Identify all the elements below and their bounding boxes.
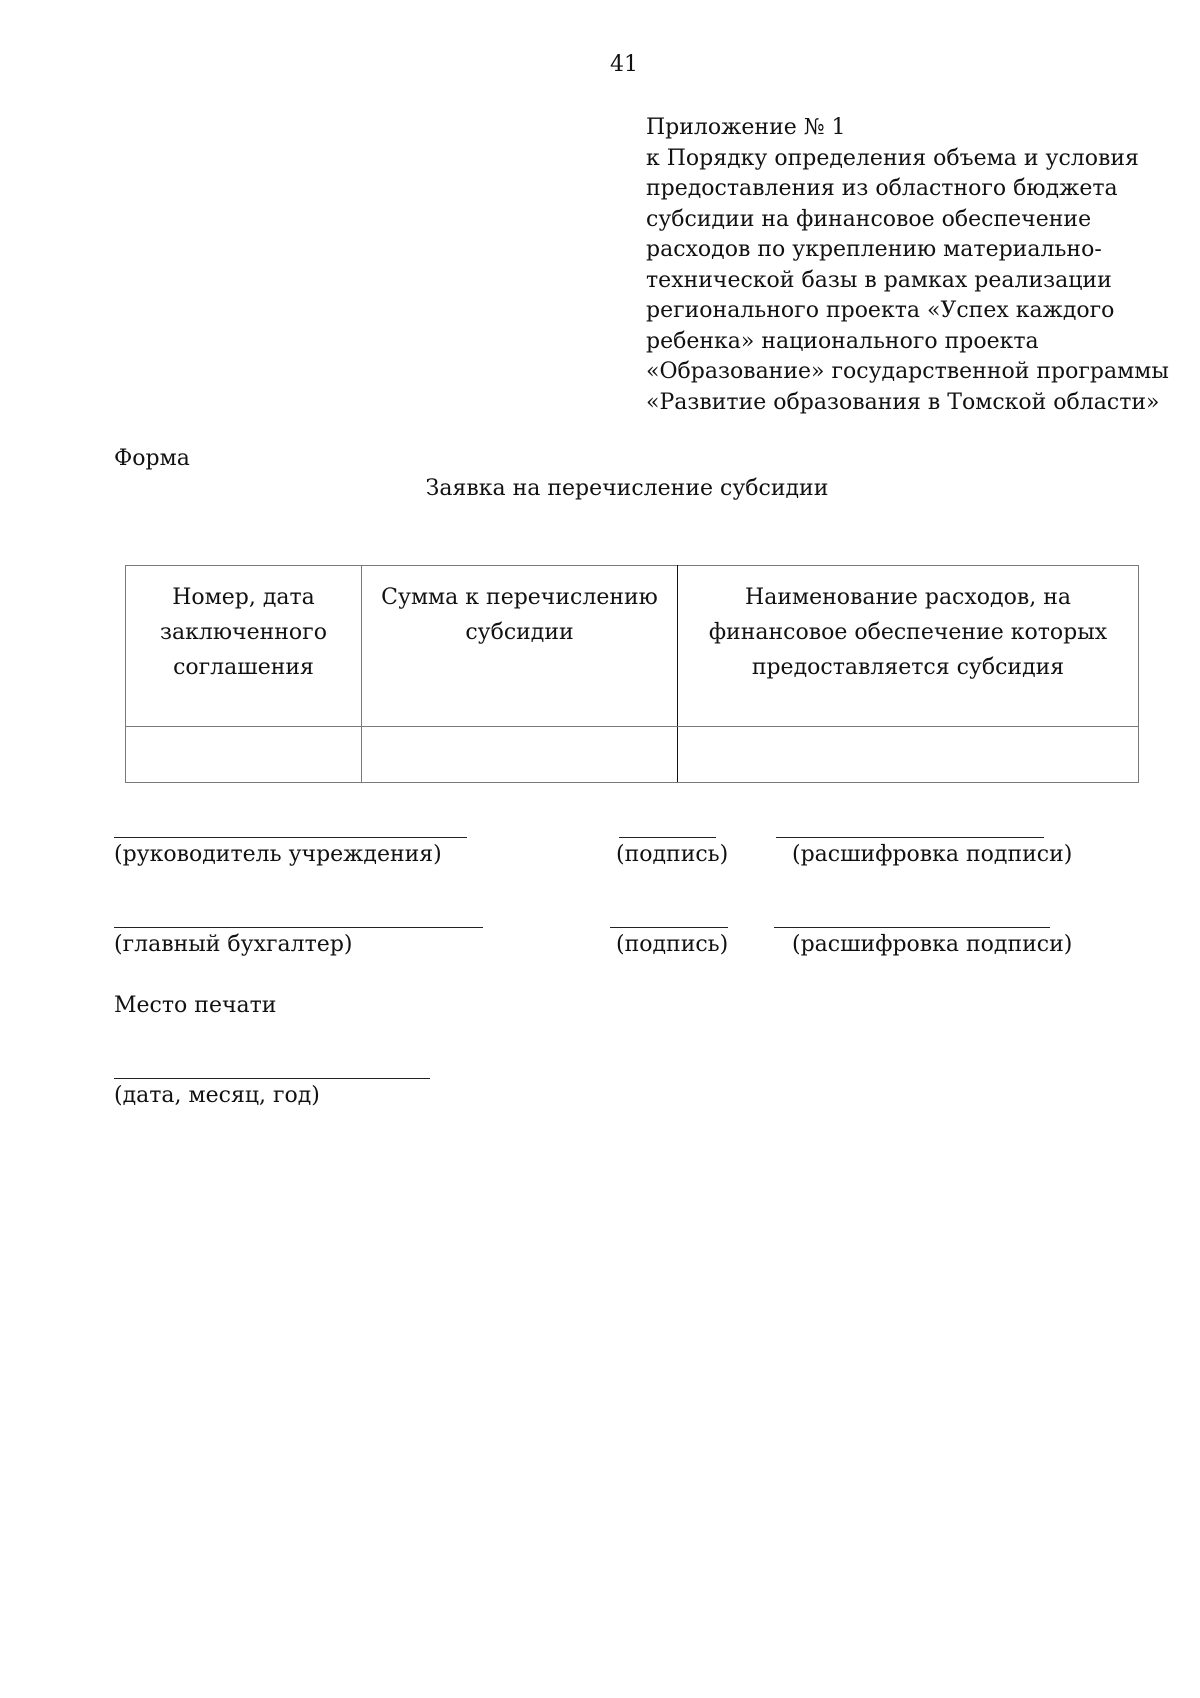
head-decoding-line[interactable]: [776, 837, 1044, 838]
header-transfer-amount: Сумма к перечислению субсидии: [362, 566, 678, 727]
date-caption: (дата, месяц, год): [114, 1083, 320, 1108]
header-expense-name: Наименование расходов, на финансовое обеспечение которых предоставляется субсидия: [678, 566, 1139, 727]
appendix-line: регионального проекта «Успех каждого: [646, 298, 1115, 323]
appendix-line: «Развитие образования в Томской области»: [646, 389, 1160, 415]
accountant-signature-line[interactable]: [610, 927, 728, 928]
table-row: [126, 727, 1139, 783]
accountant-name-line[interactable]: [114, 927, 483, 928]
header-agreement-number-date: Номер, дата заключенного соглашения: [126, 566, 362, 727]
appendix-line: расходов по укреплению материально-: [646, 237, 1102, 262]
appendix-line: к Порядку определения объема и условия: [646, 145, 1139, 171]
table-header-row: [126, 566, 1139, 727]
appendix-line: ребенка» национального проекта: [646, 328, 1039, 354]
accountant-decoding-caption: (расшифровка подписи): [792, 932, 1073, 957]
head-role-caption: (руководитель учреждения): [114, 842, 442, 867]
appendix-line: субсидии на финансовое обеспечение: [646, 206, 1092, 232]
date-line[interactable]: [114, 1078, 430, 1079]
accountant-decoding-line[interactable]: [774, 927, 1050, 928]
form-label: Форма: [114, 446, 190, 471]
appendix-line: предоставления из областного бюджета: [646, 176, 1118, 201]
head-signature-line[interactable]: [619, 837, 716, 838]
accountant-role-caption: (главный бухгалтер): [114, 932, 353, 957]
page-number: 41: [610, 52, 638, 77]
head-decoding-caption: (расшифровка подписи): [792, 842, 1073, 867]
appendix-line: «Образование» государственной программы: [646, 359, 1169, 384]
cell-expense-name[interactable]: [678, 727, 1139, 783]
appendix-heading: [646, 113, 1186, 418]
document-title: Заявка на перечисление субсидии: [425, 476, 829, 501]
appendix-line: технической базы в рамках реализации: [646, 267, 1112, 293]
head-name-line[interactable]: [114, 837, 467, 838]
cell-transfer-amount[interactable]: [362, 727, 678, 783]
appendix-line: Приложение № 1: [646, 115, 846, 140]
head-signature-caption: (подпись): [616, 842, 729, 867]
request-table: [125, 565, 1139, 783]
stamp-place-label: Место печати: [114, 993, 277, 1018]
cell-agreement-number-date[interactable]: [126, 727, 362, 783]
accountant-signature-caption: (подпись): [616, 932, 729, 957]
